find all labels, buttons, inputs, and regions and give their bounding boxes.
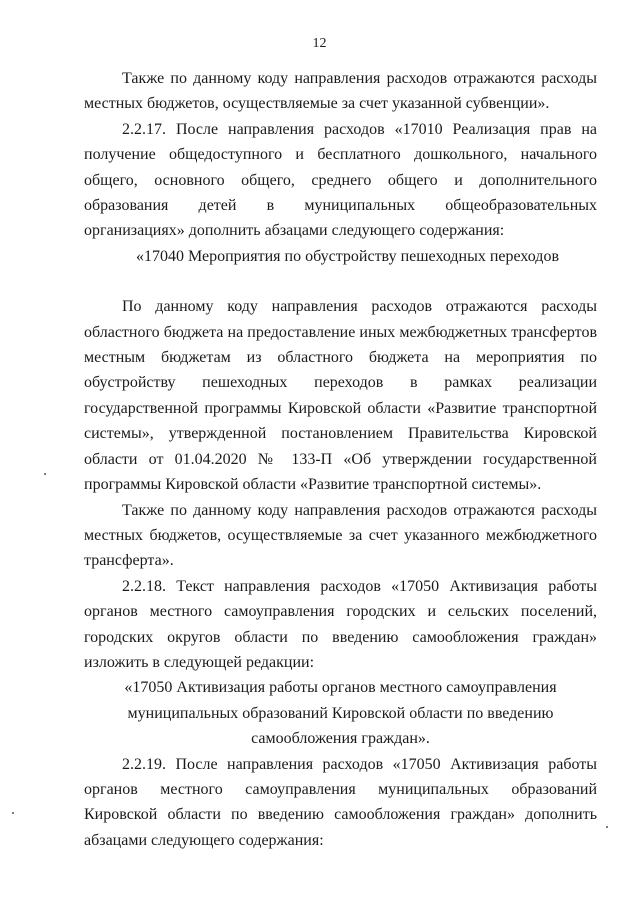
document-body	[84, 66, 597, 853]
paragraph-2-2-17: 2.2.17. После направления расходов «17010 Реализация прав на получение общедоступного и бесплатного дошкольного, начального общего, основного общего, среднего общего и дополнительного образования детей в муниципальных общеобразовательных организациях» дополнить абзацами следующего содержания:	[84, 120, 597, 240]
blank-line	[84, 269, 597, 294]
paragraph-subvention-note: Также по данному коду направления расходов отражаются расходы местных бюджетов, осуществляемые за счет указанной субвенции».	[84, 70, 597, 113]
paragraph-2-2-18: 2.2.18. Текст направления расходов «17050 Активизация работы органов местного самоуправления городских и сельских поселений, городских округов области по введению самообложения граждан» изложить в следующей редакции:	[84, 577, 597, 671]
paragraph-17040-heading: «17040 Мероприятия по обустройству пешеходных переходов	[136, 247, 559, 265]
paragraph-17040-description: По данному коду направления расходов отражаются расходы областного бюджета на предоставление иных межбюджетных трансфертов местным бюджетам из областного бюджета на мероприятия по обустройству пешеходных переходов в рамках реализации государственной программы Кировской области «Развитие транспортной системы», утвержденной постановлением Правительства Кировской области от 01.04.2020 № 133-П «Об утверждении государственной программы Кировской области «Развитие транспортной системы».	[84, 298, 597, 494]
scan-speck	[12, 812, 14, 814]
page-number: 12	[312, 36, 327, 51]
paragraph-17050-new-wording: «17050 Активизация работы органов местного самоуправления муниципальных образований Кировской области по введению самообложения граждан».	[124, 679, 557, 748]
scan-speck	[44, 473, 46, 475]
paragraph-2-2-19: 2.2.19. После направления расходов «17050 Активизация работы органов местного самоуправления муниципальных образований Кировской области по введению самообложения граждан» дополнить абзацами следующего содержания:	[84, 755, 597, 849]
scan-speck	[606, 826, 608, 828]
paragraph-transfer-note: Также по данному коду направления расходов отражаются расходы местных бюджетов, осуществляемые за счет указанного межбюджетного трансферта».	[84, 501, 597, 570]
